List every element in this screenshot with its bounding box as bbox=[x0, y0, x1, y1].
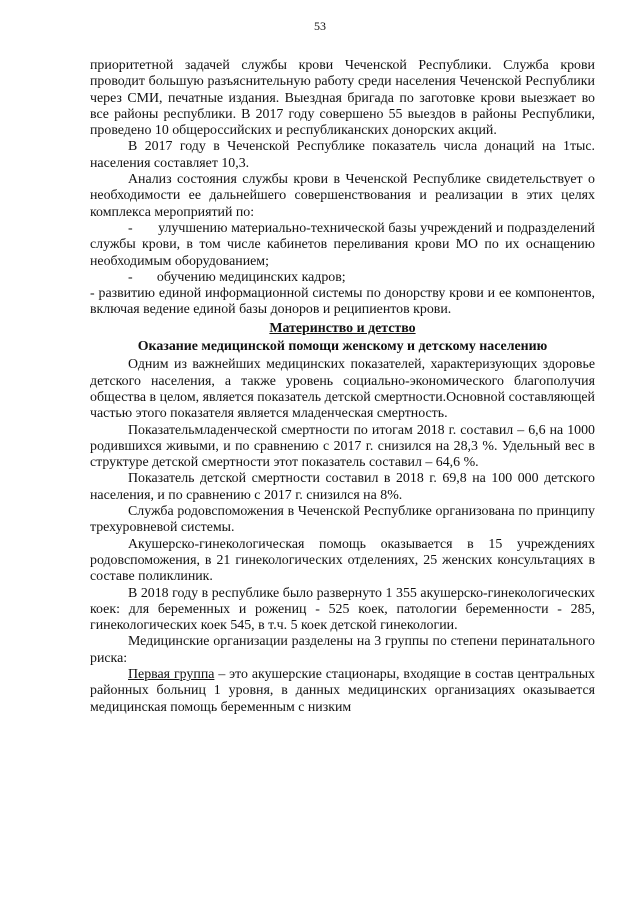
list-item: - улучшению материально-технической базы учреждений и подразделений службы крови, в том числе кабинетов переливания крови МО по их оснащению необходимым оборудованием; bbox=[90, 220, 599, 269]
paragraph: Акушерско-гинекологическая помощь оказывается в 15 учреждениях родовспоможения, в 21 гинекологических отделениях, 25 женских консультациях в составе поликлиник. bbox=[90, 536, 595, 585]
paragraph bbox=[90, 667, 595, 716]
paragraph-text: – это акушерские стационары, входящие в состав центральных районных больниц 1 уровня, в данных медицинских организациях оказывается медицинская помощь беременным с низким bbox=[90, 666, 596, 715]
list-item: - развитию единой информационной системы по донорству крови и ее компонентов, включая ведение единой базы доноров и реципиентов крови. bbox=[90, 286, 595, 318]
section-heading-text: Материнство и детство bbox=[269, 320, 416, 336]
underlined-term: Первая группа bbox=[128, 666, 215, 682]
paragraph: Показатель детской смертности составил в 2018 г. 69,8 на 100 000 детского населения, и по сравнению с 2017 г. снизился на 8%. bbox=[90, 471, 595, 503]
subsection-heading: Оказание медицинской помощи женскому и детскому населению bbox=[137, 339, 548, 355]
paragraph: В 2017 году в Чеченской Республике показатель числа донаций на 1тыс. населения составляет 10,3. bbox=[90, 139, 595, 171]
paragraph: Служба родовспоможения в Чеченской Республике организована по принципу трехуровневой системы. bbox=[90, 504, 595, 536]
paragraph: Анализ состояния службы крови в Чеченской Республике свидетельствует о необходимости ее дальнейшего совершенствования и реализации в этих целях комплекса мероприятий по: bbox=[90, 172, 595, 220]
page-number: 53 bbox=[314, 19, 326, 33]
page-content bbox=[90, 58, 599, 716]
paragraph: Медицинские организации разделены на 3 группы по степени перинатального риска: bbox=[90, 634, 595, 666]
paragraph: приоритетной задачей службы крови Чеченской Республики. Служба крови проводит большую разъяснительную работу среди населения Чеченской Республики через СМИ, печатные издания. Выездная бригада по заготовке крови выезжает во все районы республики. В 2017 году совершено 55 выездов в районы Республики, проведено 10 общероссийских и республиканских донорских акций. bbox=[90, 58, 595, 139]
paragraph: Одним из важнейших медицинских показателей, характеризующих здоровье детского населения, а также уровень социально-экономического благополучия общества в целом, является показатель детской смертности.Основной составляющей частью этого показателя является младенческая смертность. bbox=[90, 357, 595, 422]
section-heading bbox=[90, 321, 595, 337]
paragraph: В 2018 году в республике было развернуто 1 355 акушерско-гинекологических коек: для беременных и рожениц - 525 коек, патологии беременности - 285, гинекологических коек 545, в т.ч. 5 коек детской гинекологии. bbox=[90, 585, 595, 634]
list-item: - обучению медицинских кадров; bbox=[128, 269, 346, 285]
paragraph: Показательмладенческой смертности по итогам 2018 г. составил – 6,6 на 1000 родившихся живыми, и по сравнению с 2017 г. снизился на 28,3 %. Удельный вес в структуре детской смертности этот показатель составил – 64,6 %. bbox=[90, 422, 595, 471]
